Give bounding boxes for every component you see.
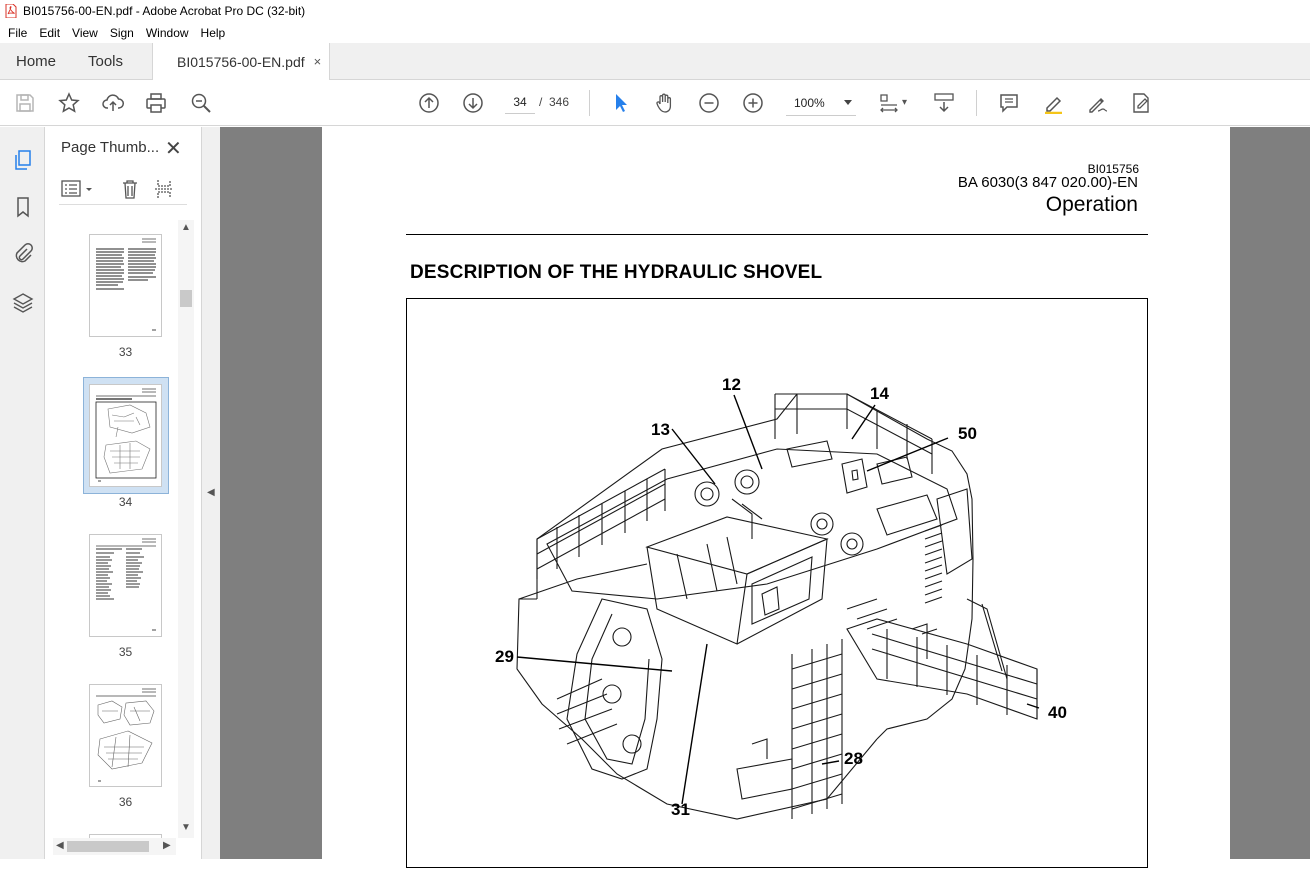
- scroll-thumb[interactable]: [180, 290, 192, 307]
- highlight-pen-icon[interactable]: [1041, 91, 1065, 115]
- more-tools-icon[interactable]: [1129, 91, 1153, 115]
- hscroll-thumb[interactable]: [67, 841, 149, 852]
- thumbnails-scrollbar[interactable]: [178, 220, 194, 838]
- layers-icon[interactable]: [10, 289, 35, 314]
- next-page-icon[interactable]: [461, 91, 485, 115]
- header-rule: [406, 234, 1148, 235]
- scroll-mode-icon[interactable]: [932, 91, 956, 115]
- menu-edit[interactable]: Edit: [39, 25, 61, 40]
- comment-icon[interactable]: [997, 91, 1021, 115]
- menu-view[interactable]: View: [72, 25, 98, 40]
- menu-file[interactable]: File: [8, 25, 28, 40]
- zoom-select[interactable]: [786, 90, 856, 116]
- thumbnail-page-label: 34: [118, 495, 133, 509]
- callout-label: 14: [870, 384, 889, 403]
- document-reference: BA 6030(3 847 020.00)-EN: [957, 174, 1138, 191]
- figure-frame: [406, 298, 1148, 868]
- collapse-arrow-icon[interactable]: ◀: [207, 487, 215, 498]
- select-cursor-icon[interactable]: [609, 91, 633, 115]
- left-rail: [0, 127, 45, 859]
- hand-tool-icon[interactable]: [653, 91, 677, 115]
- title-bar: [0, 0, 1310, 22]
- callout-label: 50: [958, 424, 977, 443]
- save-icon[interactable]: [13, 91, 37, 115]
- toolbar-divider: [589, 90, 590, 116]
- window-title: BI015756-00-EN.pdf - Adobe Acrobat Pro DC (32-bit): [23, 4, 306, 18]
- tab-tools[interactable]: Tools: [88, 52, 124, 70]
- fit-page-icon[interactable]: [877, 91, 901, 115]
- page-number-input[interactable]: 34: [505, 90, 535, 114]
- scroll-left-icon[interactable]: ◀: [56, 840, 64, 851]
- thumbnail-page-current[interactable]: [89, 384, 162, 487]
- thumbnails-hscrollbar[interactable]: [53, 838, 176, 855]
- scroll-down-icon[interactable]: ▼: [181, 822, 191, 833]
- pdf-page: [322, 127, 1230, 859]
- thumbnail-page[interactable]: [89, 234, 162, 337]
- thumbnail-page-label: 35: [118, 645, 133, 659]
- fit-dropdown-icon[interactable]: ▾: [902, 97, 908, 108]
- callout-label: 28: [844, 749, 863, 768]
- hydraulic-shovel-drawing: [407, 299, 1147, 867]
- page-heading: DESCRIPTION OF THE HYDRAULIC SHOVEL: [410, 262, 823, 283]
- panel-title: Page Thumb...: [61, 139, 160, 156]
- document-viewport[interactable]: [220, 127, 1310, 859]
- toolbar-divider: [976, 90, 977, 116]
- toolbar: [0, 80, 1310, 126]
- thumbnail-page-label: 36: [118, 795, 133, 809]
- split-pages-icon[interactable]: [153, 178, 175, 200]
- menu-help[interactable]: Help: [200, 25, 226, 40]
- callout-label: 13: [651, 420, 670, 439]
- tab-bar: [0, 43, 1310, 80]
- thumbnail-page[interactable]: [89, 534, 162, 637]
- menu-sign[interactable]: Sign: [109, 25, 134, 40]
- draw-sign-icon[interactable]: [1085, 91, 1109, 115]
- menu-bar: [0, 22, 1310, 43]
- tab-document[interactable]: [152, 43, 330, 80]
- search-zoom-icon[interactable]: [189, 91, 213, 115]
- callout-label: 40: [1048, 703, 1067, 722]
- menu-window[interactable]: Window: [145, 25, 189, 40]
- section-title: Operation: [1045, 193, 1138, 216]
- zoom-out-icon[interactable]: [697, 91, 721, 115]
- page-separator: /: [539, 95, 543, 109]
- callout-label: 12: [722, 375, 741, 394]
- thumbnail-page-label: 33: [118, 345, 133, 359]
- thumbnail-page[interactable]: [89, 834, 162, 838]
- panel-collapse-handle[interactable]: [202, 127, 220, 859]
- print-icon[interactable]: [144, 91, 168, 115]
- bookmark-star-icon[interactable]: [57, 91, 81, 115]
- tab-document-label: BI015756-00-EN.pdf: [177, 53, 305, 70]
- close-tab-icon[interactable]: ×: [313, 54, 322, 69]
- callout-label: 29: [495, 647, 514, 666]
- page-thumbnails-icon[interactable]: [10, 147, 35, 172]
- scroll-right-icon[interactable]: ▶: [163, 840, 171, 851]
- close-panel-icon[interactable]: ✕: [165, 138, 182, 160]
- previous-page-icon[interactable]: [417, 91, 441, 115]
- chevron-down-icon: [844, 100, 852, 105]
- thumbnail-options-icon[interactable]: [61, 180, 95, 198]
- thumbnail-page[interactable]: [89, 684, 162, 787]
- page-total: 346: [549, 95, 570, 109]
- panel-toolbar: [59, 175, 187, 205]
- attachments-icon[interactable]: [10, 240, 35, 265]
- zoom-in-icon[interactable]: [741, 91, 765, 115]
- zoom-value: 100%: [794, 96, 825, 110]
- tab-home[interactable]: Home: [16, 52, 57, 70]
- scroll-up-icon[interactable]: ▲: [181, 222, 191, 233]
- callout-label: 31: [671, 800, 690, 819]
- acrobat-icon: [5, 4, 17, 18]
- document-id: BI015756: [1087, 162, 1139, 176]
- delete-pages-icon[interactable]: [119, 178, 141, 200]
- bookmarks-icon[interactable]: [10, 194, 35, 219]
- upload-cloud-icon[interactable]: [101, 91, 125, 115]
